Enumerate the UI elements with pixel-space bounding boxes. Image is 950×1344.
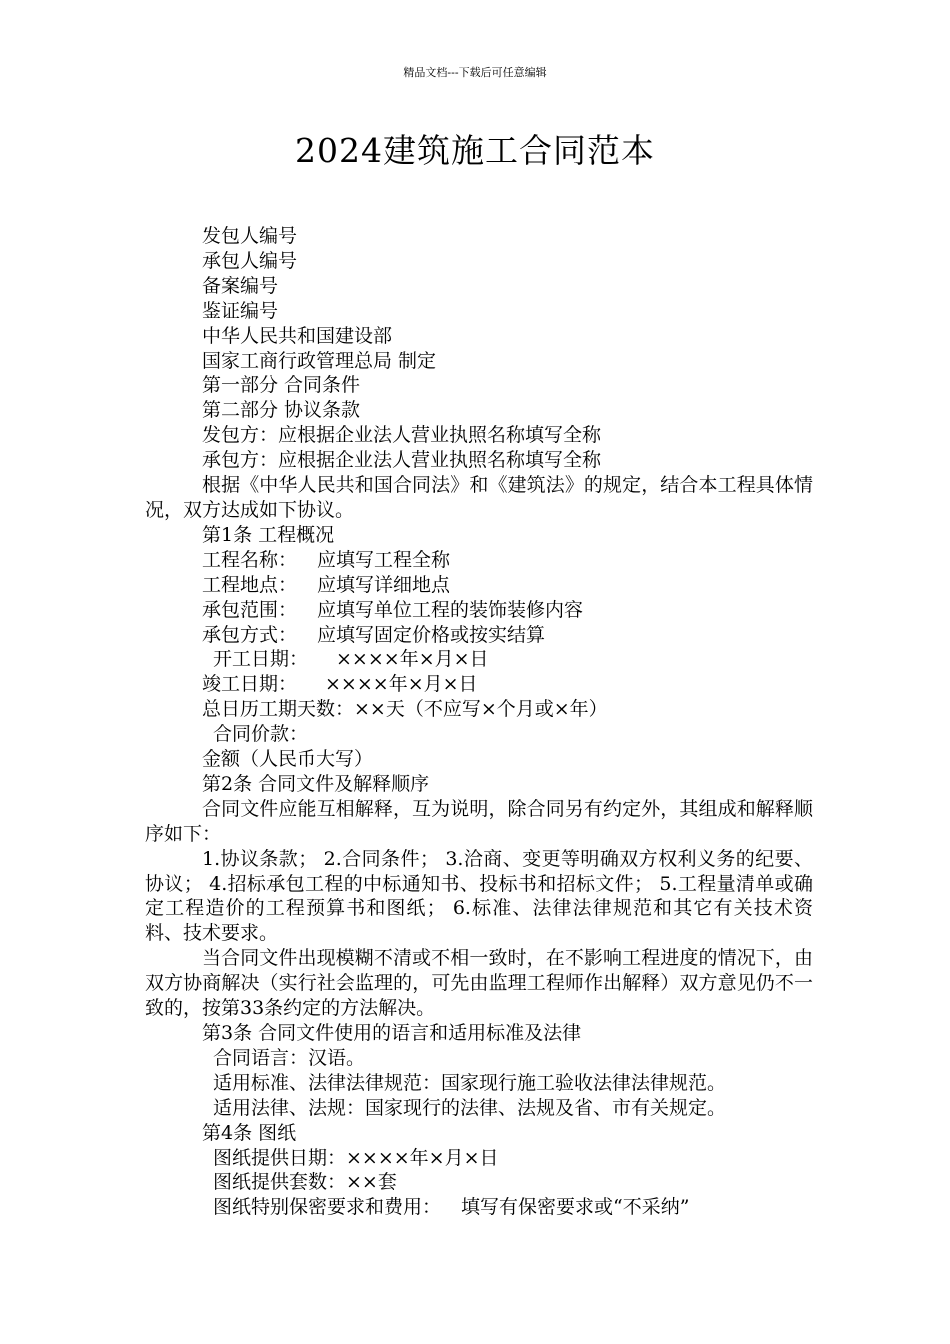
part-two-heading: 第二部分 协议条款 — [202, 399, 361, 422]
drawing-confidentiality-label: 图纸特别保密要求和费用： — [213, 1196, 442, 1219]
drawing-confidentiality-line — [145, 1195, 813, 1220]
contractor-line: 承包方：应根据企业法人营业执照名称填写全称 — [202, 449, 602, 472]
drawing-date-line: 图纸提供日期：××××年×月×日 — [213, 1146, 499, 1169]
project-location-line — [145, 573, 813, 598]
issuer-line: 国家工商行政管理总局 制定 — [202, 349, 437, 372]
article-1-heading: 第1条 工程概况 — [202, 523, 335, 546]
header-note: 精品文档---下载后可任意编辑 — [403, 66, 547, 79]
start-date-value: ××××年×月×日 — [336, 648, 489, 671]
document-list-paragraph: 1.协议条款； 2.合同条件； 3.洽商、变更等明确双方权利义务的纪要、协议； 4.招标承包工程的中标通知书、投标书和招标文件； 5.工程量清单或确定工程造价的工程预算书和图纸； 6.标准、法律法律规范和其它有关技术资料、技术要求。 — [145, 847, 813, 945]
ambiguity-paragraph: 当合同文件出现模糊不清或不相一致时，在不影响工程进度的情况下，由双方协商解决（实行社会监理的，可先由监理工程师作出解释）双方意见仍不一致的，按第33条约定的方法解决。 — [145, 947, 813, 1020]
document-title: 2024建筑施工合同范本 — [295, 131, 655, 170]
project-name-value: 应填写工程全称 — [317, 548, 451, 571]
employer-number-line: 发包人编号 — [202, 225, 298, 247]
contract-method-line — [145, 623, 813, 648]
article-3-heading: 第3条 合同文件使用的语言和适用标准及法律 — [202, 1022, 582, 1044]
total-duration-line: 总日历工期天数：××天（不应写×个月或×年） — [202, 698, 608, 721]
contract-method-value: 应填写固定价格或按实结算 — [317, 623, 546, 646]
authentication-number-line: 鉴证编号 — [202, 299, 279, 322]
project-name-label: 工程名称： — [202, 548, 298, 571]
contractor-number-line: 承包人编号 — [202, 249, 298, 272]
contract-method-label: 承包方式： — [202, 623, 298, 646]
project-location-label: 工程地点： — [202, 573, 298, 596]
drawing-sets-line: 图纸提供套数：××套 — [213, 1171, 397, 1194]
start-date-line — [145, 647, 813, 672]
amount-line: 金额（人民币大写） — [202, 748, 374, 771]
article-4-heading: 第4条 图纸 — [202, 1121, 297, 1144]
document-order-paragraph: 合同文件应能互相解释，互为说明，除合同另有约定外，其组成和解释顺序如下： — [145, 797, 813, 845]
employer-line: 发包方：应根据企业法人营业执照名称填写全称 — [202, 424, 602, 447]
article-2-heading: 第2条 合同文件及解释顺序 — [202, 772, 430, 795]
contract-scope-value: 应填写单位工程的装饰装修内容 — [317, 598, 584, 621]
contract-language-line: 合同语言：汉语。 — [213, 1046, 366, 1069]
completion-date-line — [145, 672, 813, 697]
project-name-line — [145, 548, 813, 573]
applicable-standards-line: 适用标准、法律法律规范：国家现行施工验收法律法律规范。 — [213, 1071, 727, 1094]
drawing-confidentiality-value: 填写有保密要求或“不采纳” — [461, 1196, 690, 1219]
contract-price-line: 合同价款： — [213, 723, 309, 746]
applicable-laws-line: 适用法律、法规：国家现行的法律、法规及省、市有关规定。 — [213, 1096, 727, 1119]
part-one-heading: 第一部分 合同条件 — [202, 374, 361, 397]
contract-scope-label: 承包范围： — [202, 598, 298, 621]
document-body — [145, 224, 813, 1220]
contract-scope-line — [145, 598, 813, 623]
project-location-value: 应填写详细地点 — [317, 573, 451, 596]
start-date-label: 开工日期： — [213, 648, 309, 671]
ministry-line: 中华人民共和国建设部 — [202, 324, 393, 347]
filing-number-line: 备案编号 — [202, 274, 279, 297]
completion-date-label: 竣工日期： — [202, 673, 298, 696]
completion-date-value: ××××年×月×日 — [325, 673, 478, 696]
agreement-intro-paragraph: 根据《中华人民共和国合同法》和《建筑法》的规定，结合本工程具体情况，双方达成如下协议。 — [145, 474, 813, 521]
